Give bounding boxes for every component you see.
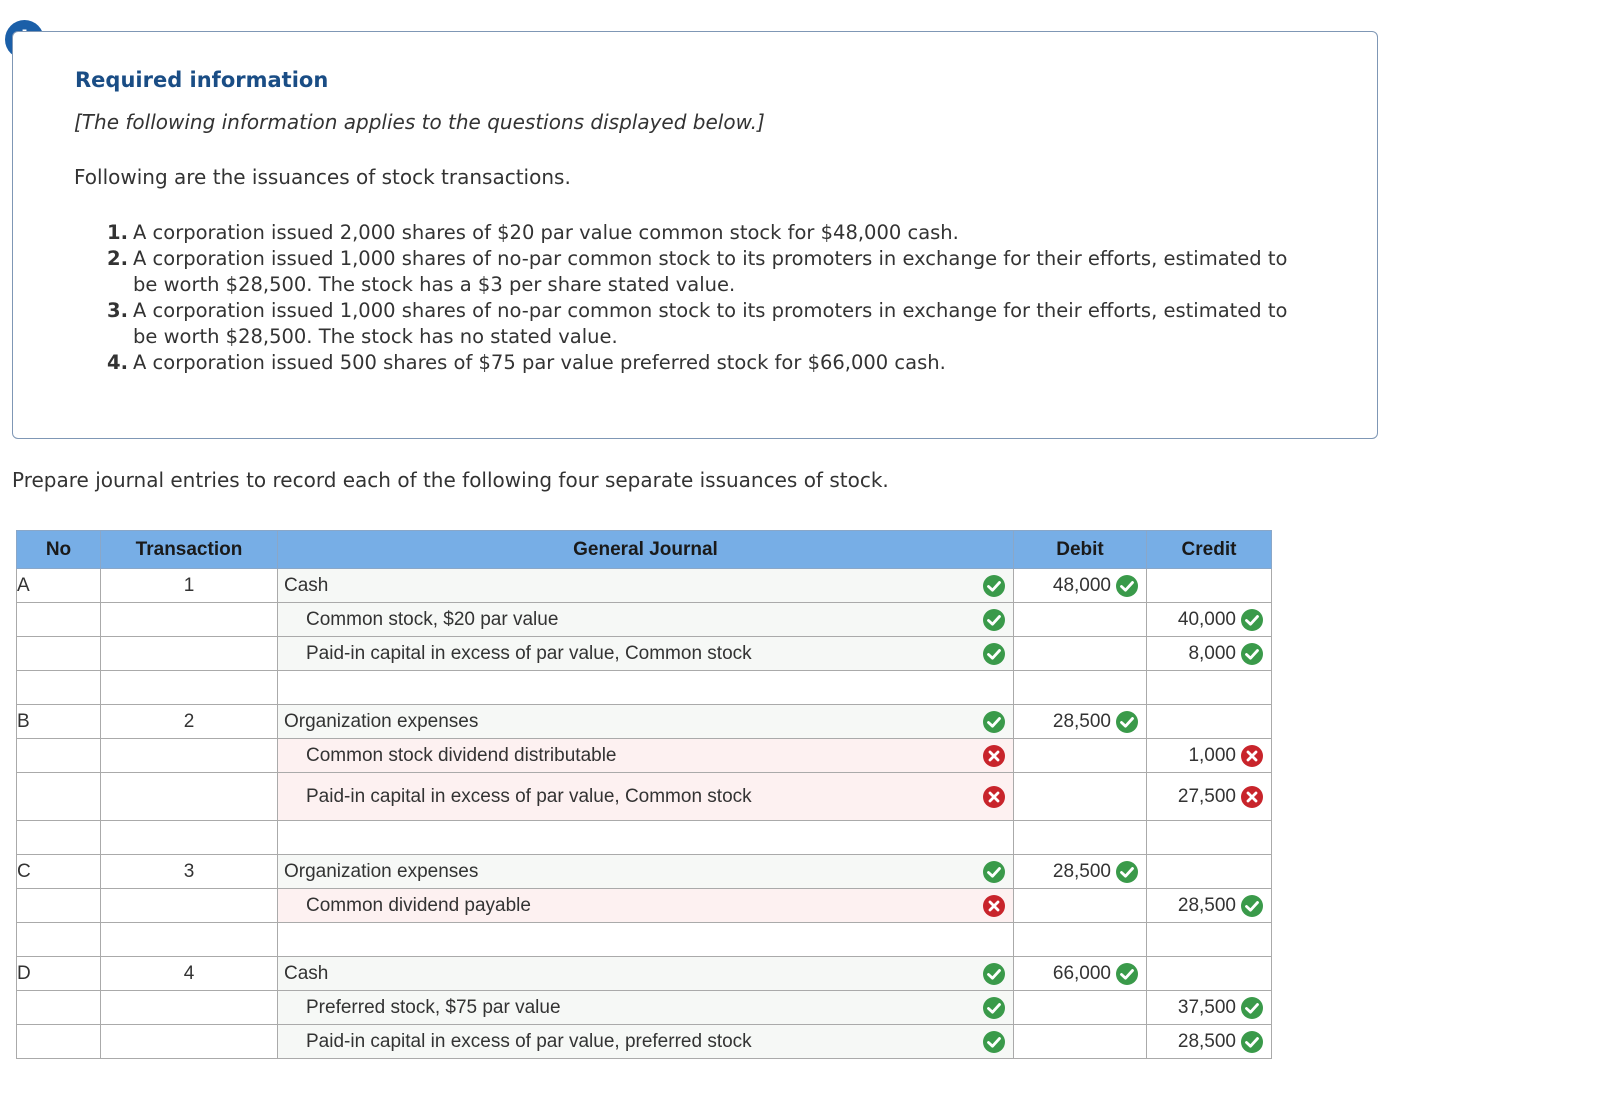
cell-credit-value xyxy=(1178,996,1271,1020)
cell-no xyxy=(17,603,101,637)
info-subtitle: [The following information applies to the questions displayed below.] xyxy=(74,110,765,134)
cell-credit[interactable] xyxy=(1147,1025,1272,1059)
cell-account[interactable] xyxy=(278,671,1014,705)
table-row xyxy=(17,1025,1272,1059)
cell-account[interactable] xyxy=(278,889,1014,923)
account-title xyxy=(278,929,284,950)
cell-credit-value xyxy=(1188,744,1271,768)
cell-credit-value xyxy=(1178,894,1271,918)
table-row xyxy=(17,569,1272,603)
cell-credit[interactable] xyxy=(1147,821,1272,855)
cell-credit[interactable] xyxy=(1147,991,1272,1025)
cell-transaction: 4 xyxy=(101,957,278,991)
x-circle-icon xyxy=(982,894,1006,918)
account-title: Paid-in capital in excess of par value, Common stock xyxy=(306,785,752,807)
check-circle-icon xyxy=(1115,962,1139,986)
account-title: Organization expenses xyxy=(284,710,479,732)
info-title: Required information xyxy=(75,68,329,92)
cell-debit[interactable] xyxy=(1014,671,1147,705)
table-row xyxy=(17,671,1272,705)
cell-account[interactable] xyxy=(278,705,1014,739)
cell-debit[interactable] xyxy=(1014,855,1147,889)
table-row xyxy=(17,603,1272,637)
header-no: No xyxy=(17,531,101,569)
cell-account[interactable] xyxy=(278,957,1014,991)
check-circle-icon xyxy=(1240,642,1264,666)
item-number: 4. xyxy=(107,351,128,374)
amount-text: 66,000 xyxy=(1052,962,1111,984)
cell-debit[interactable] xyxy=(1014,603,1147,637)
general-journal-table xyxy=(16,530,1272,1059)
amount-text: 28,500 xyxy=(1177,1030,1236,1052)
cell-no xyxy=(17,1025,101,1059)
amount-text: 28,500 xyxy=(1177,894,1236,916)
cell-transaction xyxy=(101,889,278,923)
x-circle-icon xyxy=(982,744,1006,768)
amount-text: 28,500 xyxy=(1052,710,1111,732)
account-title xyxy=(278,827,284,848)
item-number: 1. xyxy=(107,221,128,244)
cell-debit-value xyxy=(1053,860,1146,884)
table-row xyxy=(17,739,1272,773)
cell-transaction xyxy=(101,1025,278,1059)
cell-debit-value xyxy=(1053,962,1146,986)
account-title xyxy=(278,677,284,698)
account-title: Common dividend payable xyxy=(306,894,531,916)
cell-account[interactable] xyxy=(278,637,1014,671)
cell-no xyxy=(17,773,101,821)
cell-credit-value xyxy=(1178,785,1271,809)
check-circle-icon xyxy=(982,962,1006,986)
cell-transaction xyxy=(101,671,278,705)
cell-no xyxy=(17,923,101,957)
cell-transaction xyxy=(101,821,278,855)
cell-credit[interactable] xyxy=(1147,671,1272,705)
info-intro: Following are the issuances of stock transactions. xyxy=(74,165,571,189)
cell-no: B xyxy=(17,705,101,739)
cell-transaction: 1 xyxy=(101,569,278,603)
transaction-list xyxy=(107,220,1307,376)
cell-no: A xyxy=(17,569,101,603)
cell-transaction xyxy=(101,773,278,821)
cell-transaction xyxy=(101,739,278,773)
table-row xyxy=(17,705,1272,739)
cell-no: D xyxy=(17,957,101,991)
check-circle-icon xyxy=(982,608,1006,632)
header-transaction: Transaction xyxy=(101,531,278,569)
cell-transaction: 2 xyxy=(101,705,278,739)
header-debit: Debit xyxy=(1014,531,1147,569)
table-row xyxy=(17,923,1272,957)
check-circle-icon xyxy=(1240,996,1264,1020)
table-row xyxy=(17,991,1272,1025)
table-row xyxy=(17,821,1272,855)
amount-text: 27,500 xyxy=(1177,785,1236,807)
account-title: Cash xyxy=(284,574,329,596)
x-circle-icon xyxy=(982,785,1006,809)
check-circle-icon xyxy=(1115,860,1139,884)
cell-credit[interactable] xyxy=(1147,889,1272,923)
cell-transaction xyxy=(101,991,278,1025)
cell-credit[interactable] xyxy=(1147,739,1272,773)
account-title: Preferred stock, $75 par value xyxy=(306,996,561,1018)
table-row xyxy=(17,957,1272,991)
account-title: Paid-in capital in excess of par value, preferred stock xyxy=(306,1030,752,1052)
table-row xyxy=(17,855,1272,889)
cell-debit[interactable] xyxy=(1014,1025,1147,1059)
cell-debit[interactable] xyxy=(1014,569,1147,603)
transaction-item xyxy=(107,220,1307,246)
cell-debit[interactable] xyxy=(1014,821,1147,855)
cell-credit[interactable] xyxy=(1147,705,1272,739)
header-general-journal: General Journal xyxy=(278,531,1014,569)
table-row xyxy=(17,889,1272,923)
header-credit: Credit xyxy=(1147,531,1272,569)
cell-no xyxy=(17,991,101,1025)
cell-account[interactable] xyxy=(278,1025,1014,1059)
cell-account[interactable] xyxy=(278,739,1014,773)
cell-account[interactable] xyxy=(278,603,1014,637)
amount-text: 1,000 xyxy=(1188,744,1236,766)
cell-account[interactable] xyxy=(278,821,1014,855)
cell-transaction: 3 xyxy=(101,855,278,889)
cell-debit-value xyxy=(1053,710,1146,734)
check-circle-icon xyxy=(1240,894,1264,918)
check-circle-icon xyxy=(982,996,1006,1020)
transaction-item xyxy=(107,298,1307,350)
cell-credit[interactable] xyxy=(1147,569,1272,603)
check-circle-icon xyxy=(982,710,1006,734)
cell-credit-value xyxy=(1188,642,1271,666)
amount-text: 48,000 xyxy=(1052,574,1111,596)
cell-debit[interactable] xyxy=(1014,889,1147,923)
transaction-item xyxy=(107,350,1307,376)
cell-credit[interactable] xyxy=(1147,603,1272,637)
cell-debit[interactable] xyxy=(1014,957,1147,991)
cell-transaction xyxy=(101,637,278,671)
cell-account[interactable] xyxy=(278,991,1014,1025)
cell-credit[interactable] xyxy=(1147,637,1272,671)
cell-credit[interactable] xyxy=(1147,923,1272,957)
cell-no: C xyxy=(17,855,101,889)
check-circle-icon xyxy=(982,860,1006,884)
item-number: 2. xyxy=(107,247,128,270)
cell-no xyxy=(17,821,101,855)
check-circle-icon xyxy=(1240,608,1264,632)
item-text: A corporation issued 2,000 shares of $20 par value common stock for $48,000 cash. xyxy=(133,221,959,244)
cell-credit[interactable] xyxy=(1147,773,1272,821)
cell-no xyxy=(17,671,101,705)
cell-account[interactable] xyxy=(278,773,1014,821)
account-title: Cash xyxy=(284,962,329,984)
check-circle-icon xyxy=(982,574,1006,598)
transaction-item xyxy=(107,246,1307,298)
cell-credit[interactable] xyxy=(1147,855,1272,889)
cell-debit[interactable] xyxy=(1014,923,1147,957)
check-circle-icon xyxy=(1115,574,1139,598)
required-information-panel xyxy=(12,31,1378,439)
cell-debit[interactable] xyxy=(1014,705,1147,739)
cell-no xyxy=(17,739,101,773)
x-circle-icon xyxy=(1240,744,1264,768)
account-title: Organization expenses xyxy=(284,860,479,882)
cell-debit[interactable] xyxy=(1014,739,1147,773)
cell-transaction xyxy=(101,603,278,637)
x-circle-icon xyxy=(1240,785,1264,809)
check-circle-icon xyxy=(1240,1030,1264,1054)
item-text: A corporation issued 500 shares of $75 par value preferred stock for $66,000 cash. xyxy=(133,351,946,374)
check-circle-icon xyxy=(982,1030,1006,1054)
item-text: A corporation issued 1,000 shares of no-par common stock to its promoters in exchange for their efforts, estimated to be worth $28,500. The stock has a $3 per share stated value. xyxy=(133,247,1288,296)
table-row xyxy=(17,637,1272,671)
cell-debit-value xyxy=(1053,574,1146,598)
account-title: Paid-in capital in excess of par value, Common stock xyxy=(306,642,752,664)
amount-text: 37,500 xyxy=(1177,996,1236,1018)
question-prompt: Prepare journal entries to record each of the following four separate issuances of stock. xyxy=(12,468,889,492)
table-row xyxy=(17,773,1272,821)
cell-debit[interactable] xyxy=(1014,773,1147,821)
cell-account[interactable] xyxy=(278,569,1014,603)
item-text: A corporation issued 1,000 shares of no-par common stock to its promoters in exchange for their efforts, estimated to be worth $28,500. The stock has no stated value. xyxy=(133,299,1288,348)
cell-credit-value xyxy=(1178,1030,1271,1054)
cell-credit-value xyxy=(1178,608,1271,632)
cell-no xyxy=(17,889,101,923)
table-header-row xyxy=(17,531,1272,569)
check-circle-icon xyxy=(1115,710,1139,734)
account-title: Common stock dividend distributable xyxy=(306,744,617,766)
cell-account[interactable] xyxy=(278,923,1014,957)
cell-transaction xyxy=(101,923,278,957)
amount-text: 28,500 xyxy=(1052,860,1111,882)
amount-text: 40,000 xyxy=(1177,608,1236,630)
account-title: Common stock, $20 par value xyxy=(306,608,559,630)
cell-account[interactable] xyxy=(278,855,1014,889)
cell-debit[interactable] xyxy=(1014,991,1147,1025)
cell-credit[interactable] xyxy=(1147,957,1272,991)
check-circle-icon xyxy=(982,642,1006,666)
item-number: 3. xyxy=(107,299,128,322)
cell-no xyxy=(17,637,101,671)
cell-debit[interactable] xyxy=(1014,637,1147,671)
amount-text: 8,000 xyxy=(1188,642,1236,664)
